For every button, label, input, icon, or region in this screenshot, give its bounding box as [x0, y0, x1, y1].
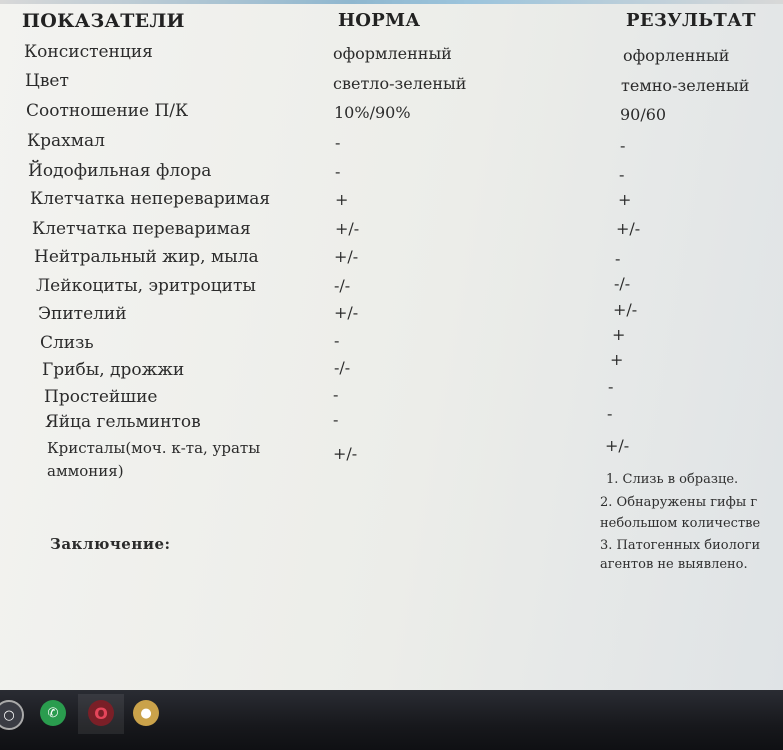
row-name: Клетчатка переваримая	[32, 219, 251, 239]
row-name: Консистенция	[24, 42, 153, 62]
row-name: Слизь	[40, 333, 94, 353]
conclusion-line: небольшом количестве	[600, 516, 761, 531]
row-norm: светло-зеленый	[333, 74, 467, 93]
cortana-icon[interactable]: ○	[0, 700, 24, 730]
browser-icon[interactable]: ●	[133, 700, 159, 726]
row-result: -	[607, 404, 613, 423]
row-name: Цвет	[25, 71, 69, 91]
row-name: Эпителий	[38, 304, 127, 324]
header-indicators: ПОКАЗАТЕЛИ	[22, 10, 185, 32]
conclusion-line: 2. Обнаружены гифы г	[600, 495, 758, 510]
header-norm: НОРМА	[338, 10, 421, 31]
conclusion-line: 3. Патогенных биологи	[600, 538, 761, 553]
row-norm: -/-	[334, 276, 351, 295]
row-result: -	[620, 136, 626, 155]
row-name: Йодофильная флора	[28, 161, 212, 181]
row-norm: +/-	[334, 247, 359, 266]
row-name-continued: аммония)	[47, 462, 124, 480]
row-norm: -	[333, 410, 339, 429]
row-norm: оформленный	[333, 44, 452, 63]
row-norm: +/-	[333, 444, 358, 463]
row-result: темно-зеленый	[621, 76, 750, 95]
row-result: +/-	[616, 219, 641, 238]
row-result: -	[615, 249, 621, 268]
whatsapp-icon[interactable]: ✆	[40, 700, 66, 726]
row-result: 90/60	[620, 105, 667, 124]
row-result: +	[612, 325, 626, 344]
conclusion-label: Заключение:	[50, 535, 171, 553]
row-norm: -	[335, 133, 341, 152]
row-norm: -	[334, 331, 340, 350]
row-name: Нейтральный жир, мыла	[34, 247, 259, 267]
row-result: -	[608, 377, 614, 396]
row-norm: -	[335, 162, 341, 181]
opera-icon[interactable]: O	[88, 700, 114, 726]
row-result: -	[619, 165, 625, 184]
row-name: Лейкоциты, эритроциты	[36, 276, 256, 296]
row-norm: -/-	[334, 358, 351, 377]
row-result: +/-	[613, 300, 638, 319]
row-norm: +	[335, 190, 349, 209]
row-norm: -	[333, 385, 339, 404]
row-result: офорленный	[623, 46, 730, 65]
row-name: Кристалы(моч. к-та, ураты	[47, 439, 261, 457]
row-norm: +/-	[335, 219, 360, 238]
taskbar	[0, 690, 783, 750]
row-name: Соотношение П/К	[26, 101, 189, 121]
row-name: Простейшие	[44, 387, 158, 407]
row-name: Клетчатка непереваримая	[30, 189, 271, 209]
top-strip	[0, 0, 783, 4]
row-norm: 10%/90%	[334, 103, 411, 122]
row-result: +/-	[605, 436, 630, 455]
row-result: +	[610, 350, 624, 369]
conclusion-line: 1. Слизь в образце.	[606, 472, 739, 487]
header-result: РЕЗУЛЬТАТ	[626, 10, 756, 31]
conclusion-line: агентов не выявлено.	[600, 557, 748, 572]
row-result: -/-	[614, 274, 631, 293]
row-name: Крахмал	[27, 131, 105, 151]
row-name: Грибы, дрожжи	[42, 360, 185, 380]
row-result: +	[618, 190, 632, 209]
row-name: Яйца гельминтов	[45, 412, 201, 432]
row-norm: +/-	[334, 303, 359, 322]
